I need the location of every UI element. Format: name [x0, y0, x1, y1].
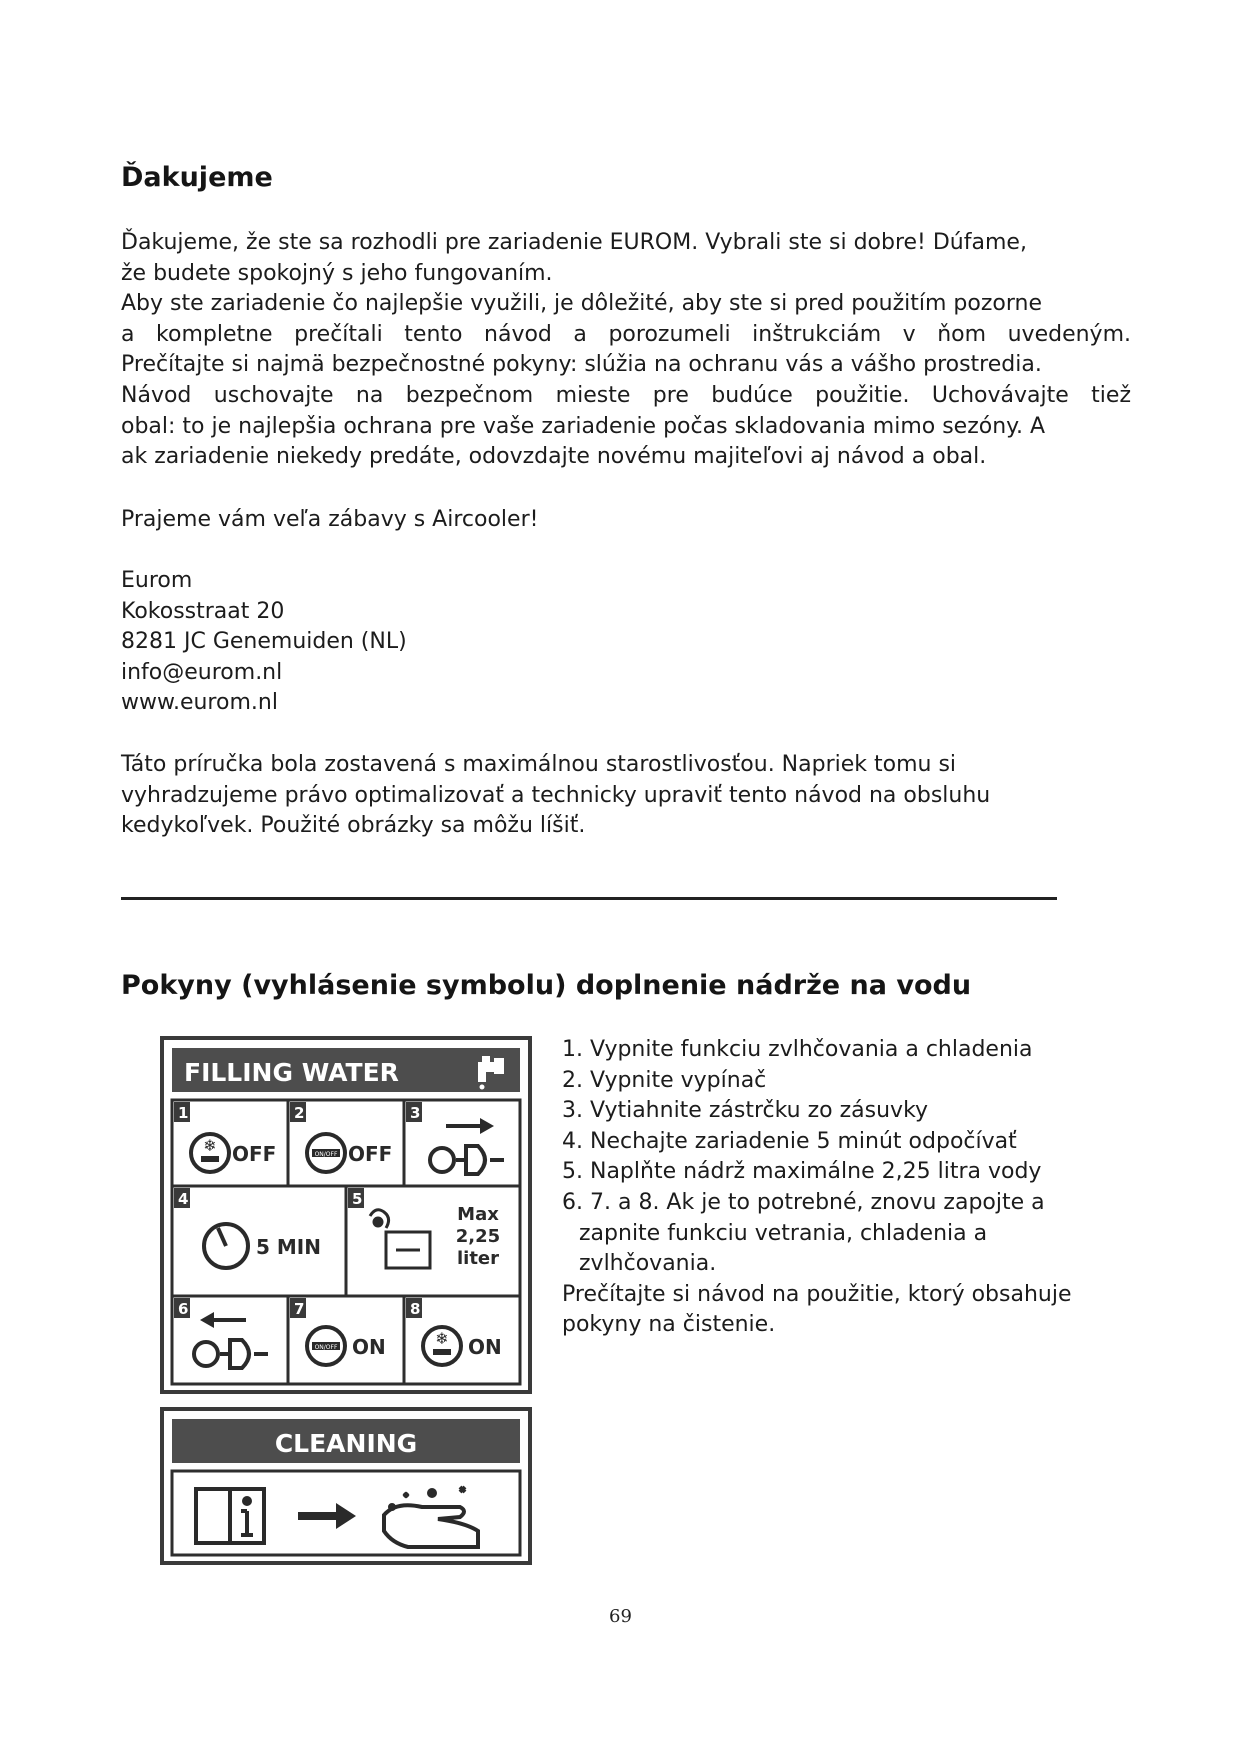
- address-block: [121, 566, 1131, 719]
- cell-number: 4: [178, 1190, 189, 1208]
- cleaning-title: CLEANING: [274, 1429, 418, 1458]
- cleaning-figure: [160, 1407, 532, 1565]
- svg-text:❄: ❄: [203, 1136, 217, 1155]
- intro-line: obal: to je najlepšia ochrana pre vaše zariadenie počas skladovania mimo sezóny. A: [121, 413, 1046, 439]
- svg-text:❄: ❄: [435, 1329, 449, 1348]
- cell-number: 8: [410, 1300, 421, 1318]
- cell-number: 6: [178, 1300, 189, 1318]
- cell-number: 5: [352, 1190, 363, 1208]
- disclaimer-line: vyhradzujeme právo optimalizovať a technicky upraviť tento návod na obsluhu: [121, 782, 991, 808]
- intro-line: a kompletne prečítali tento návod a porozumeli inštrukciám v ňom uvedeným.: [121, 321, 1131, 347]
- step-line: 5. Naplňte nádrž maximálne 2,25 litra vody: [562, 1159, 1042, 1185]
- max-line: 2,25: [455, 1226, 501, 1247]
- step-line: 1. Vypnite funkciu zvlhčovania a chladenia: [562, 1037, 1033, 1062]
- cooling-button-icon: [191, 1134, 229, 1172]
- filling-water-figure: [160, 1036, 532, 1394]
- button-text: ON/OFF: [314, 1344, 338, 1351]
- disclaimer-line: kedykoľvek. Použité obrázky sa môžu líšiť.: [121, 813, 586, 839]
- intro-line: Ďakujeme, že ste sa rozhodli pre zariadenie EUROM. Vybrali ste si dobre! Dúfame,: [121, 230, 1027, 255]
- off-label: OFF: [348, 1142, 393, 1166]
- cell-number: 2: [294, 1104, 305, 1122]
- off-label: OFF: [232, 1142, 277, 1166]
- heading-filling: Pokyny (vyhlásenie symbolu) doplnenie nádrže na vodu: [121, 970, 972, 1001]
- cell-number: 7: [294, 1300, 305, 1318]
- step-line: zvlhčovania.: [579, 1251, 717, 1277]
- step-line: zapnite funkciu vetrania, chladenia a: [579, 1220, 988, 1246]
- address-email[interactable]: info@eurom.nl: [121, 659, 283, 685]
- power-button-icon: [307, 1134, 345, 1172]
- on-label: ON: [468, 1335, 502, 1359]
- cell-number: 1: [178, 1104, 189, 1122]
- intro-line: Návod uschovajte na bezpečnom mieste pre budúce použitie. Uchovávajte tiež: [121, 382, 1131, 408]
- button-text: ON/OFF: [314, 1151, 338, 1158]
- address-city: 8281 JC Genemuiden (NL): [121, 629, 407, 655]
- intro-line: Aby ste zariadenie čo najlepšie využili, je dôležité, aby ste si pred použitím pozorne: [121, 291, 1042, 317]
- disclaimer-line: Táto príručka bola zostavená s maximálnou starostlivosťou. Napriek tomu si: [121, 752, 957, 777]
- step-line: 3. Vytiahnite zástrčku zo zásuvky: [562, 1098, 929, 1124]
- filling-title: FILLING WATER: [184, 1058, 399, 1087]
- intro-line: Prečítajte si najmä bezpečnostné pokyny: slúžia na ochranu vás a vášho prostredia.: [121, 352, 1042, 378]
- wish-paragraph: Prajeme vám veľa zábavy s Aircooler!: [121, 507, 539, 532]
- address-website[interactable]: www.eurom.nl: [121, 690, 278, 716]
- intro-line: ak zariadenie niekedy predáte, odovzdajte novému majiteľovi aj návod a obal.: [121, 444, 987, 470]
- filling-steps: [562, 1035, 1071, 1341]
- cleaning-svg: [160, 1407, 532, 1565]
- address-street: Kokosstraat 20: [121, 598, 285, 624]
- intro-line: že budete spokojný s jeho fungovaním.: [121, 260, 553, 286]
- cooling-button-icon: [423, 1327, 461, 1365]
- step-line: 4. Nechajte zariadenie 5 minút odpočívať: [562, 1128, 1017, 1154]
- step-line: 6. 7. a 8. Ak je to potrebné, znovu zapojte a: [562, 1189, 1045, 1215]
- intro-paragraph: [121, 228, 1131, 473]
- max-line: liter: [456, 1248, 500, 1269]
- step-line: pokyny na čistenie.: [562, 1312, 776, 1338]
- power-button-icon: [307, 1327, 345, 1365]
- max-line: Max: [457, 1204, 499, 1225]
- filling-water-svg: [160, 1036, 532, 1394]
- section-divider: [121, 897, 1057, 900]
- heading-thanks: Ďakujeme: [121, 162, 273, 193]
- step-line: 2. Vypnite vypínač: [562, 1067, 767, 1093]
- address-company: Eurom: [121, 568, 193, 593]
- on-label: ON: [352, 1335, 386, 1359]
- disclaimer-paragraph: [121, 750, 1131, 842]
- cell-number: 3: [410, 1104, 421, 1122]
- step-line: Prečítajte si návod na použitie, ktorý obsahuje: [562, 1281, 1072, 1307]
- wait-label: 5 MIN: [256, 1235, 321, 1259]
- page-number: 69: [609, 1606, 632, 1627]
